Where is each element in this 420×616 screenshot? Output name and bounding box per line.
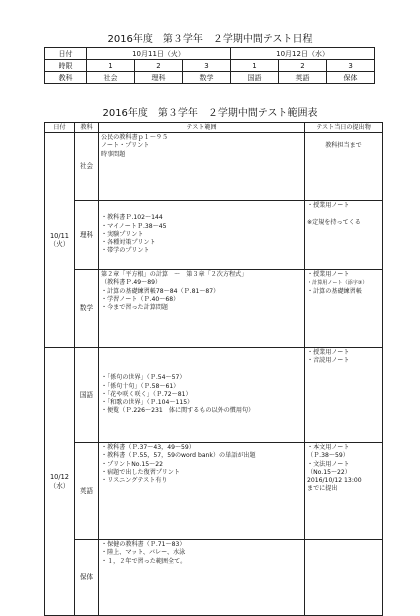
- range-date-header: 日付: [45, 123, 75, 133]
- schedule-subject: 数学: [183, 72, 231, 84]
- range-submit: [305, 270, 383, 348]
- range-content: [99, 443, 305, 540]
- schedule-day2: 10月12日（水）: [231, 48, 375, 60]
- range-subject: 数学: [75, 270, 99, 348]
- submit-line: （No.15～22）: [307, 468, 351, 476]
- content-line: ・「花や咲く咲く」（Ｐ.72～81）: [101, 390, 192, 398]
- range-row-social: [45, 133, 383, 201]
- content-line: ・保健の教科書（Ｐ.71～83）: [101, 541, 186, 548]
- schedule-period-row: [45, 60, 375, 72]
- submit-line: 2016/10/12 13:00: [307, 477, 362, 485]
- content-line: ・陸上、マット、バレー、水泳: [101, 549, 186, 557]
- content-line: ・便覧（Ｐ.226～231 体に関するもの以外の慣用句）: [101, 407, 255, 415]
- schedule-period: 2: [135, 60, 183, 72]
- content-line: 公民の教科書ｐ１～９５: [101, 134, 169, 141]
- content-line: 第２章「平方根」の計算 ～ 第３章「２次方程式」: [101, 271, 248, 278]
- schedule-period: 3: [327, 60, 375, 72]
- content-line: ・今まで習った計算問題: [101, 304, 169, 312]
- range-content: [99, 540, 305, 616]
- range-subject: 理科: [75, 201, 99, 270]
- range-subject-header: 教科: [75, 123, 99, 133]
- submit-line: ※定規を持ってくる: [307, 218, 361, 226]
- range-day2: [45, 348, 75, 616]
- range-submit: [305, 443, 383, 540]
- range-row-math: [45, 270, 383, 348]
- content-line: ・帯学のプリント: [101, 247, 150, 255]
- range-row-science: [45, 201, 383, 270]
- schedule-date-row: [45, 48, 375, 60]
- submit-line: までに提出: [307, 485, 338, 493]
- range-day1-label: 10/11 （火）: [49, 231, 70, 248]
- submit-line: ・授業用ノート: [307, 349, 350, 356]
- range-submit: [305, 133, 383, 201]
- schedule-date-header: 日付: [45, 48, 87, 60]
- schedule-day1: 10月11日（火）: [87, 48, 231, 60]
- content-line: ・教科書Ｐ.102～144: [101, 214, 163, 222]
- range-submit: [305, 348, 383, 443]
- submit-line: ・計算の基礎練習帳: [307, 287, 362, 295]
- schedule-subject: 保体: [327, 72, 375, 84]
- range-submit: [305, 201, 383, 270]
- content-line: ・宿題で出した復習プリント: [101, 468, 180, 476]
- content-line: ・各種対策プリント: [101, 239, 156, 247]
- range-content: [99, 133, 305, 201]
- schedule-period: 1: [87, 60, 135, 72]
- schedule-subject: 国語: [231, 72, 279, 84]
- submit-line: ・授業用ノート: [307, 202, 350, 209]
- content-line: ・実験プリント: [101, 230, 144, 238]
- content-line: ・マイノートＰ.38～45: [101, 222, 167, 230]
- submit-line: 教科担当まで: [325, 142, 362, 149]
- content-line: ・プリントNo.15～22: [101, 460, 163, 468]
- schedule-period-header: 時限: [45, 60, 87, 72]
- range-row-pe: [45, 540, 383, 616]
- content-line: ・「係句十句」（Ｐ.58～61）: [101, 382, 180, 390]
- range-row-japanese: [45, 348, 383, 443]
- submit-line: （Ｐ.38～59）: [307, 452, 349, 460]
- content-line: 時事問題: [101, 150, 126, 158]
- schedule-subject: 理科: [135, 72, 183, 84]
- schedule-subject-row: [45, 72, 375, 84]
- content-line: ・学習ノート（Ｐ.40～68）: [101, 295, 180, 303]
- range-row-english: [45, 443, 383, 540]
- range-subject: 保体: [75, 540, 99, 616]
- submit-line: ・計算用ノート（添字③）: [307, 280, 368, 287]
- range-submit: [305, 540, 383, 616]
- range-content: [99, 201, 305, 270]
- range-table: [44, 122, 383, 616]
- range-title: 2016年度 第３学年 ２学期中間テスト範囲表: [102, 108, 318, 119]
- schedule-period: 3: [183, 60, 231, 72]
- range-content: [99, 270, 305, 348]
- schedule-period: 2: [279, 60, 327, 72]
- range-day2-label: 10/12 （水）: [49, 473, 70, 490]
- range-content: [99, 348, 305, 443]
- submit-line: ・本文用ノート: [307, 444, 350, 451]
- range-range-header: テスト範囲: [99, 123, 305, 133]
- range-day1: [45, 133, 75, 348]
- schedule-title: 2016年度 第３学年 ２学期中間テスト日程: [107, 34, 313, 45]
- content-line: ・１，２年で習った範囲全て。: [101, 557, 187, 565]
- range-submit-header: テスト当日の提出物: [305, 123, 383, 133]
- schedule-subject-header: 教科: [45, 72, 87, 84]
- schedule-table: [44, 47, 375, 84]
- submit-line: ・音読用ノート: [307, 357, 350, 365]
- content-line: ・教科書（Ｐ.37～43，49～59）: [101, 444, 195, 451]
- content-line: ・「係句の世界」（Ｐ.54～57）: [101, 374, 186, 382]
- content-line: ・計算の基礎練習帳78～84（Ｐ.81～87）: [101, 287, 220, 295]
- content-line: ノート・プリント: [101, 142, 150, 150]
- schedule-subject: 社会: [87, 72, 135, 84]
- submit-line: ・授業用ノート: [307, 271, 350, 278]
- range-subject: 国語: [75, 348, 99, 443]
- submit-line: ・文法用ノート: [307, 460, 350, 468]
- content-line: （教科書Ｐ.49～89）: [101, 279, 162, 287]
- range-subject: 社会: [75, 133, 99, 201]
- range-header-row: [45, 123, 383, 133]
- schedule-period: 1: [231, 60, 279, 72]
- content-line: ・「和歌の世界」（Ｐ.104～115）: [101, 399, 194, 407]
- content-line: ・リスニングテスト有り: [101, 477, 168, 485]
- schedule-subject: 英語: [279, 72, 327, 84]
- content-line: ・教科書（Ｐ.55，57，59のword bank）の単語が出題: [101, 452, 256, 460]
- range-subject: 英語: [75, 443, 99, 540]
